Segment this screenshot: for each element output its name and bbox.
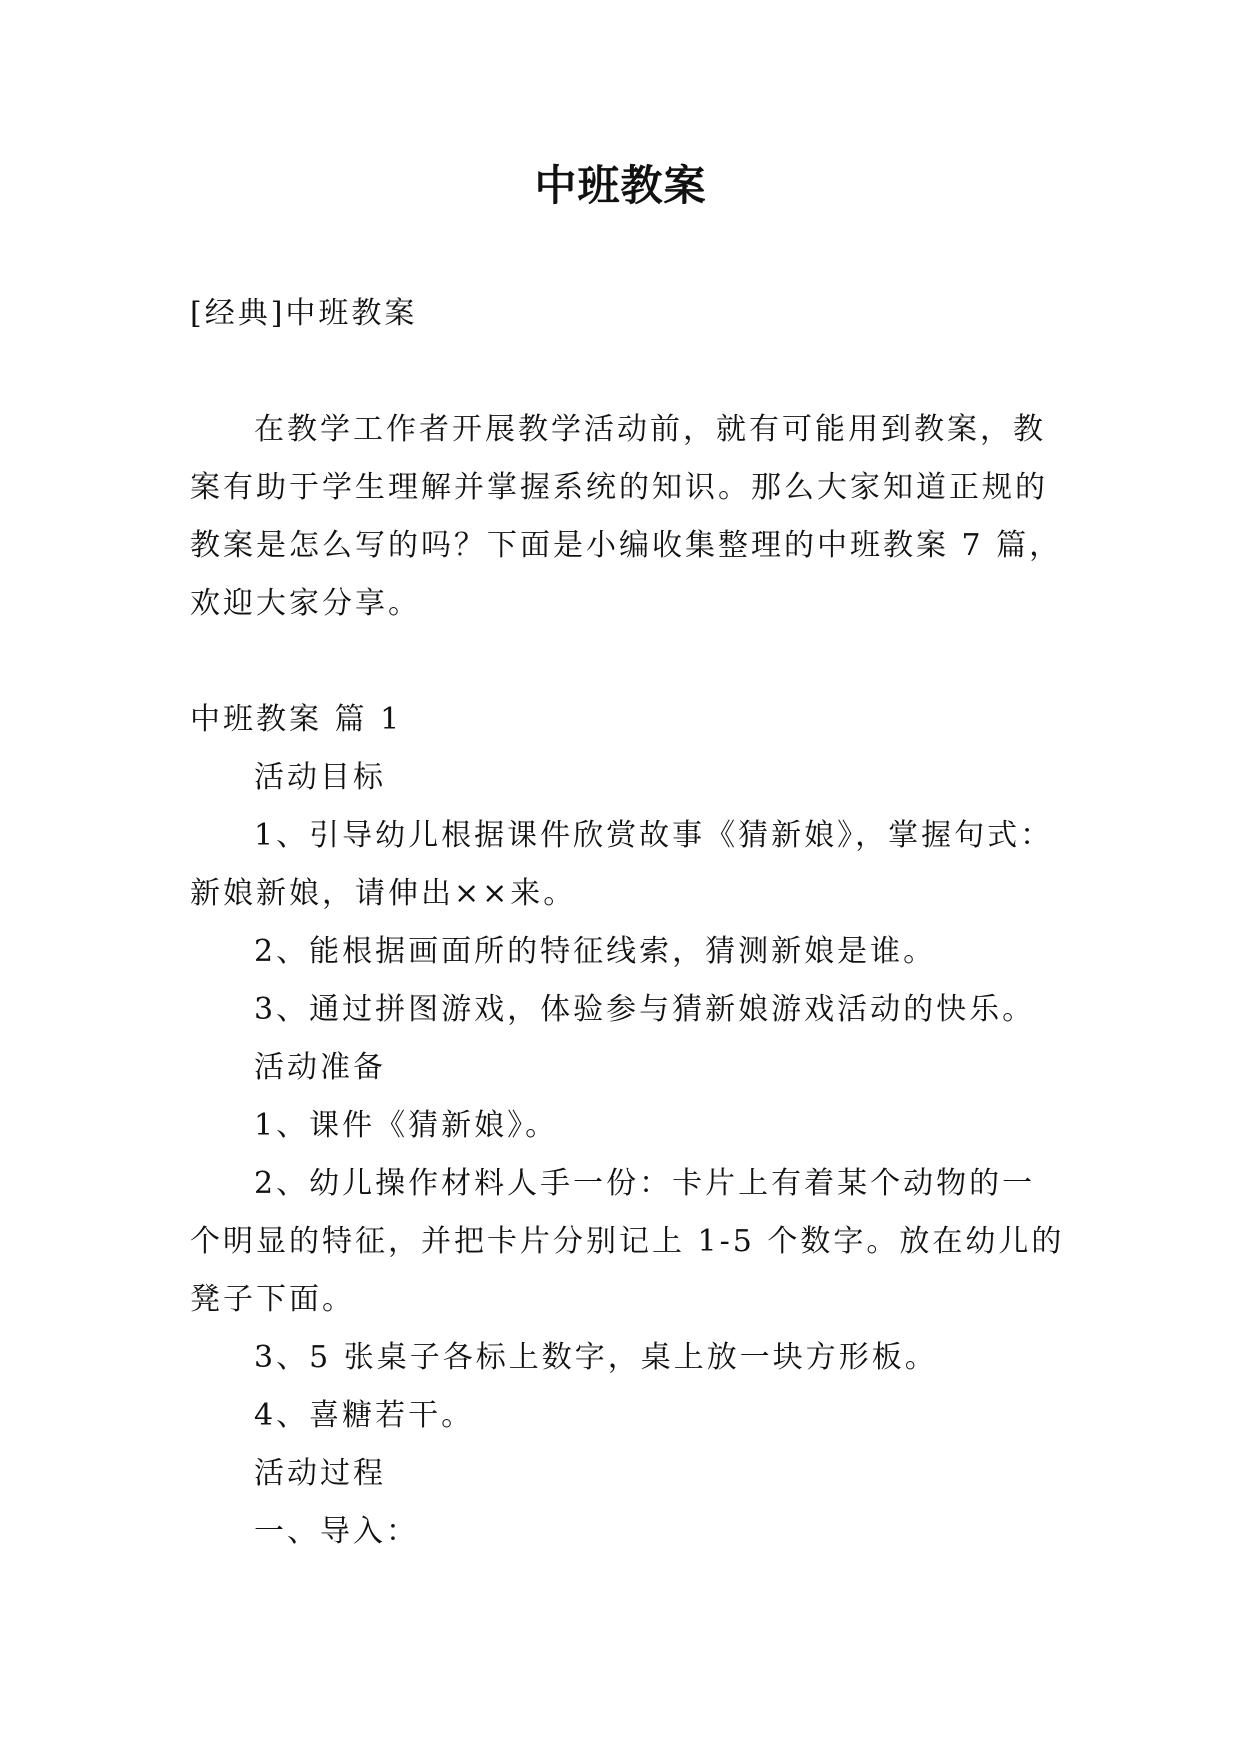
body-line: 2、幼儿操作材料人手一份：卡片上有着某个动物的一 — [254, 1166, 1036, 1201]
subheading-preparation: 活动准备 — [254, 1050, 386, 1085]
body-line: 1、课件《猜新娘》。 — [254, 1108, 559, 1143]
body-line: 1、引导幼儿根据课件欣赏故事《猜新娘》，掌握句式： — [254, 818, 1054, 853]
body-line: 一、导入： — [254, 1514, 419, 1549]
body-line: 4、喜糖若干。 — [254, 1398, 475, 1433]
body-line: 凳子下面。 — [190, 1282, 355, 1317]
body-line: 3、通过拼图游戏，体验参与猜新娘游戏活动的快乐。 — [254, 992, 1036, 1027]
intro-line: 教案是怎么写的吗？下面是小编收集整理的中班教案 7 篇， — [190, 528, 1063, 563]
intro-line: 欢迎大家分享。 — [190, 586, 421, 621]
body-line: 2、能根据画面所的特征线索，猜测新娘是谁。 — [254, 934, 937, 969]
document-subtitle: [经典]中班教案 — [190, 296, 418, 331]
subheading-process: 活动过程 — [254, 1456, 386, 1491]
section-heading: 中班教案 篇 1 — [190, 702, 403, 737]
subheading-goals: 活动目标 — [254, 760, 386, 795]
body-line: 个明显的特征，并把卡片分别记上 1-5 个数字。放在幼儿的 — [190, 1224, 1065, 1259]
intro-line: 在教学工作者开展教学活动前，就有可能用到教案，教 — [254, 412, 1046, 447]
body-line: 3、5 张桌子各标上数字，桌上放一块方形板。 — [254, 1340, 938, 1375]
intro-line: 案有助于学生理解并掌握系统的知识。那么大家知道正规的 — [190, 470, 1048, 505]
body-line: 新娘新娘，请伸出××来。 — [190, 876, 577, 911]
document-title: 中班教案 — [534, 161, 707, 210]
